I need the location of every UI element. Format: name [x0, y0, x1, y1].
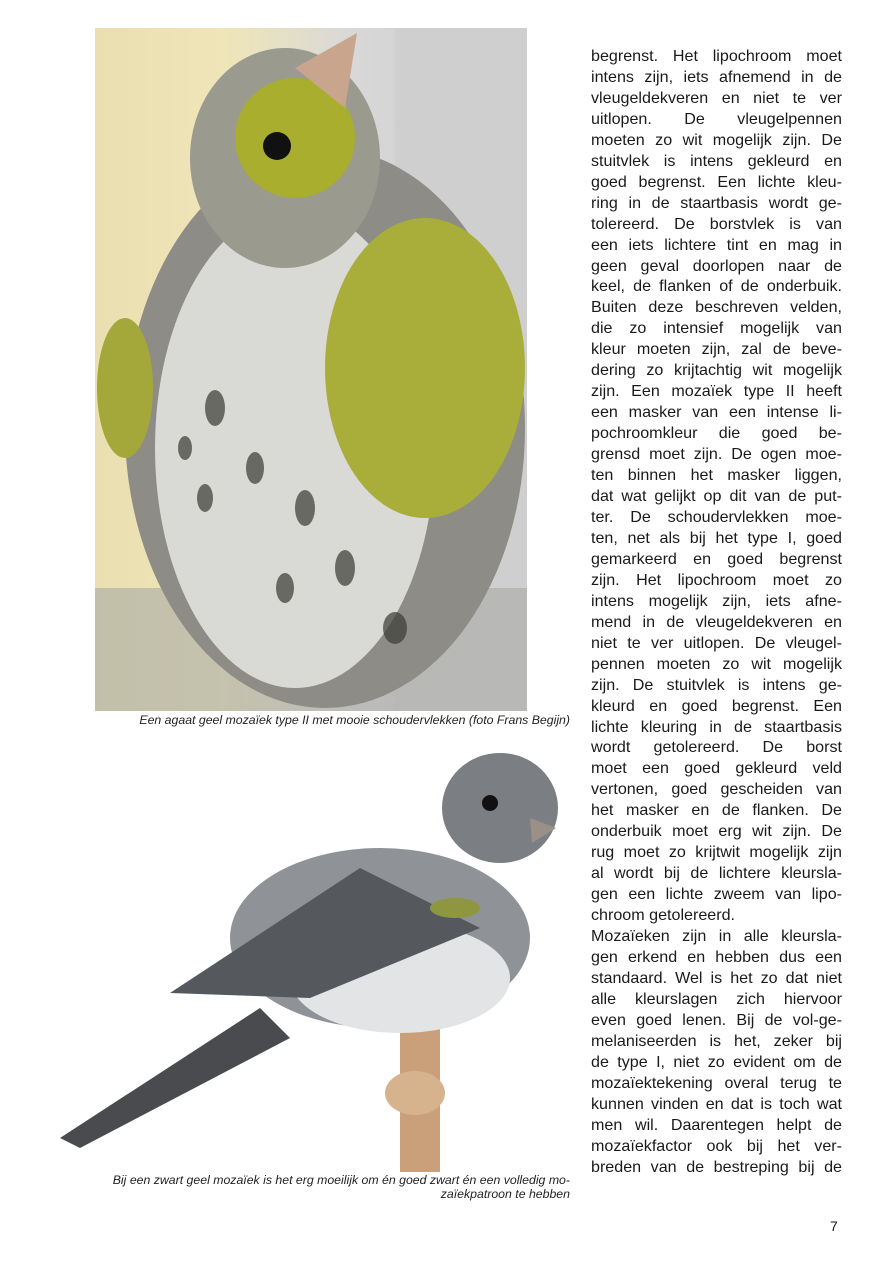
text-line: chroom getolereerd.: [591, 906, 736, 925]
photo-agaat-mosaic-canary: [95, 28, 527, 711]
caption-line: zaïekpatroon te hebben: [440, 1187, 570, 1201]
text-line: al wordt bij de lichtere kleursla-: [591, 864, 842, 883]
text-line: vertonen, goed gescheiden van: [591, 780, 842, 799]
text-line: Mozaïeken zijn in alle kleursla-: [591, 927, 842, 946]
text-line: ter. De schoudervlekken moe-: [591, 507, 842, 526]
text-line: ten, net als bij het type I, goed: [591, 528, 842, 547]
text-line: dat wat gelijkt op dit van de put-: [591, 487, 842, 506]
text-line: gemarkeerd en goed begrenst: [591, 549, 842, 568]
text-line: even goed lenen. Bij de vol-ge-: [591, 1010, 842, 1029]
text-line: kleur moeten zijn, zal de beve-: [591, 340, 842, 359]
figure-caption: Een agaat geel mozaïek type II met mooie schoudervlekken (foto Frans Begijn): [139, 713, 570, 727]
photo-black-mosaic-canary: [60, 738, 560, 1172]
caption-line: Bij een zwart geel mozaïek is het erg moeilijk om én goed zwart én een volledig mo-: [112, 1173, 570, 1187]
text-line: ring in de staartbasis wordt ge-: [591, 193, 842, 212]
text-line: zijn. Een mozaïek type II heeft: [591, 382, 842, 401]
text-line: geen geval doorlopen naar de: [591, 256, 842, 275]
page-number: 7: [830, 1218, 838, 1234]
text-line: grensd moet zijn. De ogen moe-: [591, 445, 842, 464]
text-line: mozaïekfactor ook bij het ver-: [591, 1136, 842, 1155]
text-line: keel, de flanken of de onderbuik.: [591, 277, 842, 296]
text-line: Buiten deze beschreven velden,: [591, 298, 842, 317]
text-line: tolereerd. De borstvlek is van: [591, 214, 842, 233]
text-line: melaniseerden is het, zeker bij: [591, 1031, 842, 1050]
text-line: wordt getolereerd. De borst: [591, 738, 842, 757]
text-line: niet te ver uitlopen. De vleugel-: [591, 633, 842, 652]
text-line: gen een lichte zweem van lipo-: [591, 885, 842, 904]
body-text-column: [591, 46, 842, 1177]
text-line: mozaïektekening overal terug te: [591, 1073, 842, 1092]
text-line: begrenst. Het lipochroom moet: [591, 47, 842, 65]
text-line: die zo intensief mogelijk van: [591, 319, 842, 338]
text-line: gen erkend en hebben dus een: [591, 947, 842, 966]
text-line: mend in de vleugeldekveren en: [591, 612, 842, 631]
text-line: stuitvlek is intens gekleurd en: [591, 151, 842, 170]
text-line: uitlopen. De vleugelpennen: [591, 109, 842, 128]
text-line: de type I, niet zo evident om de: [591, 1052, 842, 1071]
text-line: moet een goed gekleurd veld: [591, 759, 842, 778]
text-line: onderbuik moet erg wit zijn. De: [591, 822, 842, 841]
text-line: goed begrenst. Een lichte kleu-: [591, 172, 842, 191]
text-line: dering zo krijtachtig wit mogelijk: [591, 361, 842, 380]
text-line: zijn. De stuitvlek is intens ge-: [591, 675, 842, 694]
text-line: alle kleurslagen zich hiervoor: [591, 989, 842, 1008]
text-line: breden van de bestreping bij de: [591, 1157, 842, 1176]
figure-caption: [60, 1173, 570, 1201]
text-line: kleurd en goed begrenst. Een: [591, 696, 842, 715]
text-line: ten binnen het masker liggen,: [591, 466, 842, 485]
text-line: intens zijn, iets afnemend in de: [591, 67, 842, 86]
text-line: het masker en de flanken. De: [591, 801, 842, 820]
text-line: men wil. Daarentegen helpt de: [591, 1115, 842, 1134]
text-line: pennen moeten zo wit mogelijk: [591, 654, 842, 673]
text-line: een iets lichtere tint en mag in: [591, 235, 842, 254]
text-line: intens mogelijk zijn, iets afne-: [591, 591, 842, 610]
text-line: zijn. Het lipochroom moet zo: [591, 570, 842, 589]
text-line: een masker van een intense li-: [591, 403, 842, 422]
text-line: kunnen vinden en dat is toch wat: [591, 1094, 842, 1113]
text-line: standaard. Wel is het zo dat niet: [591, 968, 842, 987]
text-line: moeten zo wit mogelijk zijn. De: [591, 130, 842, 149]
text-line: vleugeldekveren en niet te ver: [591, 88, 842, 107]
text-line: lichte kleuring in de staartbasis: [591, 717, 842, 736]
text-line: pochroomkleur die goed be-: [591, 424, 842, 443]
text-line: rug moet zo krijtwit mogelijk zijn: [591, 843, 842, 862]
